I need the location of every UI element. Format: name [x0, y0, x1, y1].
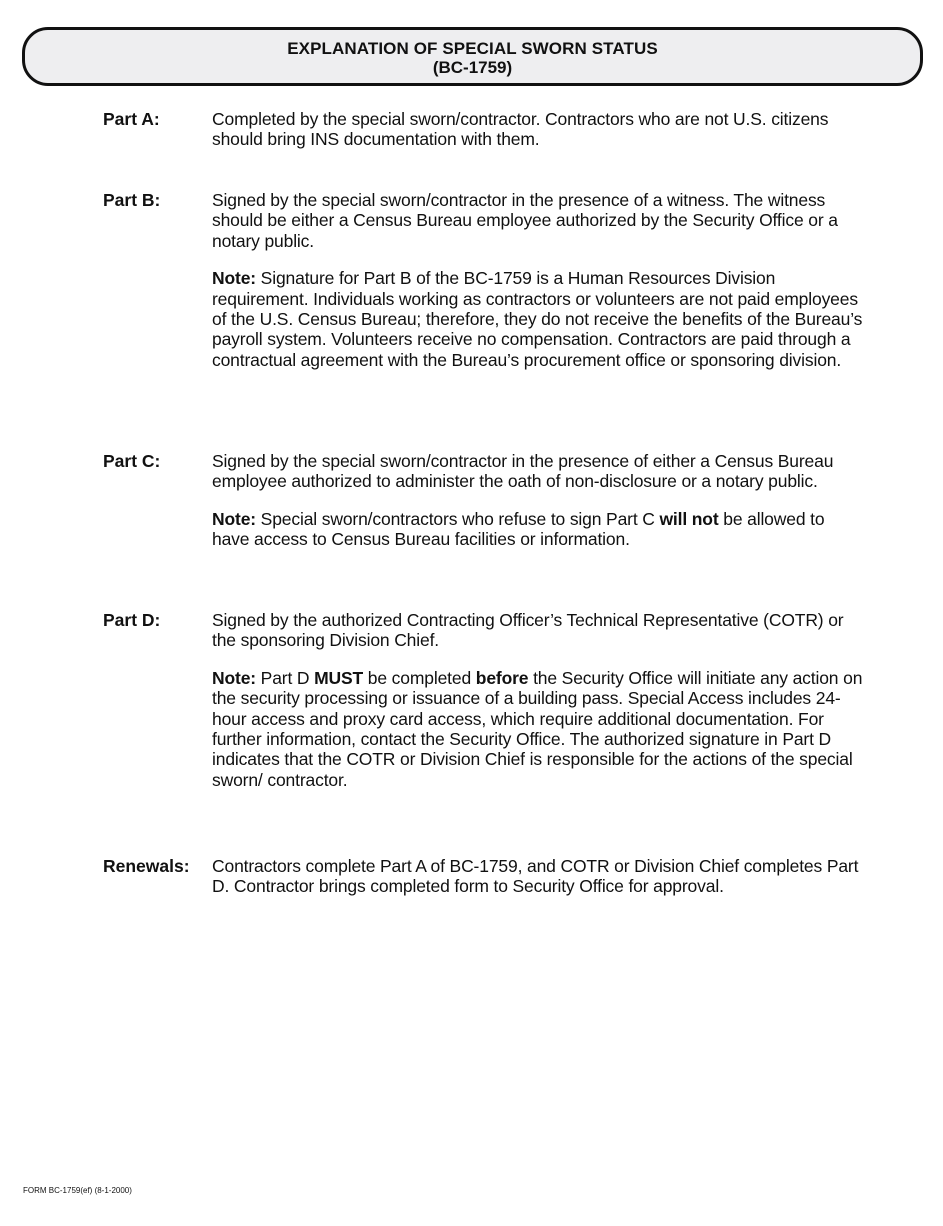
note-text: Special sworn/contractors who refuse to sign Part C [255, 508, 660, 529]
note-lead: Note: [212, 667, 256, 688]
document-header [22, 27, 923, 86]
section-part-b [103, 190, 863, 370]
section-text: Contractors complete Part A of BC-1759, and COTR or Division Chief completes Part D. Contractor brings completed form to Security Office for approval. [212, 856, 859, 897]
section-renewals [103, 856, 863, 897]
section-note [212, 668, 863, 790]
note-text: Signature for Part B of the BC-1759 is a Human Resources Division requirement. Individuals working as contractors or volunteers are not paid employees of the U.S. Census Bureau; therefore, they do not receive the benefits of the Bureau’s payroll system. Volunteers receive no compensation. Contractors are paid through a contractual agreement with the Bureau’s procurement office or sponsoring division. [212, 268, 863, 370]
note-emphasis: MUST [314, 667, 364, 688]
section-part-a [103, 109, 863, 150]
section-part-c [103, 451, 863, 550]
note-text: Part D [255, 667, 315, 688]
section-text: Signed by the authorized Contracting Officer’s Technical Representative (COTR) or the sponsoring Division Chief. [212, 610, 844, 651]
note-emphasis: before [475, 667, 529, 688]
section-part-d [103, 610, 863, 790]
section-note [212, 509, 863, 550]
form-footer-id: FORM BC-1759(ef) (8-1-2000) [23, 1186, 132, 1195]
section-text: Signed by the special sworn/contractor in the presence of either a Census Bureau employee authorized to administer the oath of non-disclosure or a notary public. [212, 451, 834, 492]
section-text: Signed by the special sworn/contractor in the presence of a witness. The witness should be either a Census Bureau employee authorized by the Security Office or a notary public. [212, 190, 838, 251]
section-note [212, 268, 863, 370]
note-text: be allowed to have access to Census Bureau facilities or information. [212, 508, 825, 550]
note-text: be completed [363, 667, 476, 688]
note-text: the Security Office will initiate any action on the security processing or issuance of a building pass. Special Access includes 24-hour access and proxy card access, which require additional documentation. For further information, contact the Security Office. The authorized signature in Part D indicates that the COTR or Division Chief is responsible for the actions of the special sworn/ contractor. [212, 667, 863, 790]
section-label: Renewals: [103, 856, 190, 876]
note-lead: Note: [212, 268, 256, 289]
note-lead: Note: [212, 508, 256, 529]
form-number: (BC-1759) [432, 58, 513, 77]
section-text: Completed by the special sworn/contractor. Contractors who are not U.S. citizens should bring INS documentation with them. [212, 109, 829, 150]
section-label: Part C: [103, 451, 161, 471]
section-label: Part B: [103, 190, 161, 210]
section-label: Part A: [103, 109, 160, 129]
note-emphasis: will not [659, 508, 719, 529]
document-title: EXPLANATION OF SPECIAL SWORN STATUS [287, 39, 658, 58]
section-label: Part D: [103, 610, 161, 630]
